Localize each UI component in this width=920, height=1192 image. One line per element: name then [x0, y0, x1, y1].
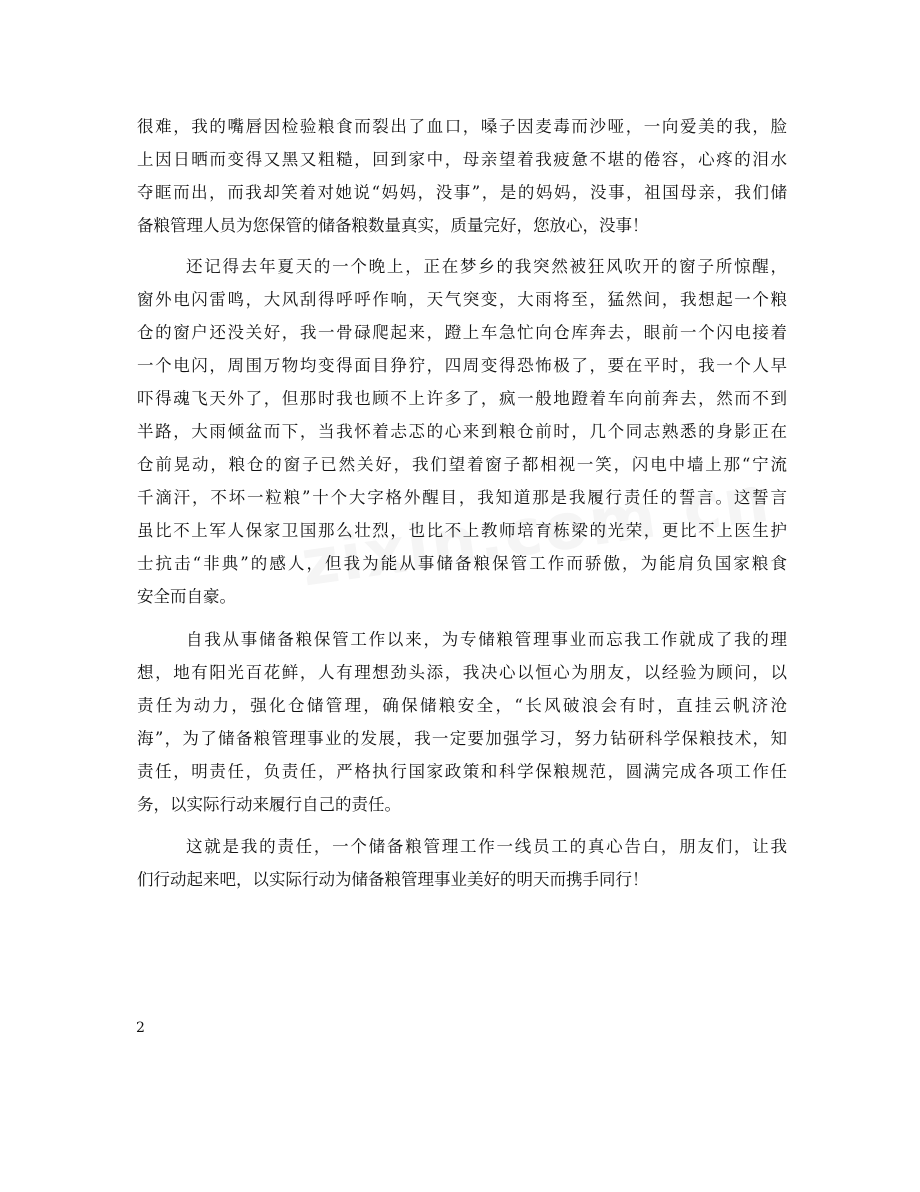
- paragraph-line: 一个电闪，周围万物均变得面目狰狞，四周变得恐怖极了，要在平时，我一个人早: [137, 356, 787, 375]
- paragraph-line: 安全而自豪。: [137, 587, 236, 606]
- paragraph-line: 责任，明责任，负责任，严格执行国家政策和科学保粮规范，圆满完成各项工作任: [137, 762, 787, 781]
- paragraph-line: 夺眶而出，而我却笑着对她说“妈妈，没事”，是的妈妈，没事，祖国母亲，我们储: [137, 183, 787, 202]
- paragraph-line: 仓前晃动，粮仓的窗子已然关好，我们望着窗子都相视一笑，闪电中墙上那“宁流: [137, 455, 787, 474]
- paragraph-line: 士抗击“非典”的感人，但我为能从事储备粮保管工作而骄傲，为能肩负国家粮食: [137, 554, 787, 573]
- paragraph-line: 很难，我的嘴唇因检验粮食而裂出了血口，嗓子因麦毒而沙哑，一向爱美的我，脸: [137, 117, 787, 136]
- paragraph-line: 窗外电闪雷鸣，大风刮得呼呼作响，天气突变，大雨将至，猛然间，我想起一个粮: [137, 290, 787, 309]
- paragraph-line: 责任为动力，强化仓储管理，确保储粮安全，“长风破浪会有时，直挂云帆济沧: [137, 696, 787, 715]
- paragraph-line: 虽比不上军人保家卫国那么壮烈，也比不上教师培育栋梁的光荣，更比不上医生护: [137, 521, 787, 540]
- paragraph-line: 这就是我的责任，一个储备粮管理工作一线员工的真心告白，朋友们，让我: [186, 837, 787, 856]
- paragraph-line: 千滴汗，不坏一粒粮”十个大字格外醒目，我知道那是我履行责任的誓言。这誓言: [137, 488, 787, 507]
- paragraph-line: 想，地有阳光百花鲜，人有理想劲头添，我决心以恒心为朋友，以经验为顾问，以: [137, 663, 787, 682]
- paragraph-line: 自我从事储备粮保管工作以来，为专储粮管理事业而忘我工作就成了我的理: [186, 630, 787, 649]
- paragraph-line: 海”，为了储备粮管理事业的发展，我一定要加强学习，努力钻研科学保粮技术，知: [137, 729, 787, 748]
- paragraph-line: 仓的窗户还没关好，我一骨碌爬起来，蹬上车急忙向仓库奔去，眼前一个闪电接着: [137, 323, 787, 342]
- paragraph-line: 半路，大雨倾盆而下，当我怀着忐忑的心来到粮仓前时，几个同志熟悉的身影正在: [137, 422, 787, 441]
- paragraph-line: 上因日晒而变得又黑又粗糙，回到家中，母亲望着我疲惫不堪的倦容，心疼的泪水: [137, 150, 787, 169]
- paragraph-line: 们行动起来吧，以实际行动为储备粮管理事业美好的明天而携手同行！: [137, 870, 649, 889]
- paragraph-line: 务，以实际行动来履行自己的责任。: [137, 795, 401, 814]
- page-number: 2: [136, 1020, 145, 1036]
- paragraph-line: 吓得魂飞天外了，但那时我也顾不上许多了，疯一般地蹬着车向前奔去，然而不到: [137, 389, 787, 408]
- paragraph-line: 备粮管理人员为您保管的储备粮数量真实，质量完好，您放心，没事！: [137, 216, 649, 235]
- paragraph-line: 还记得去年夏天的一个晚上，正在梦乡的我突然被狂风吹开的窗子所惊醒，: [186, 257, 787, 276]
